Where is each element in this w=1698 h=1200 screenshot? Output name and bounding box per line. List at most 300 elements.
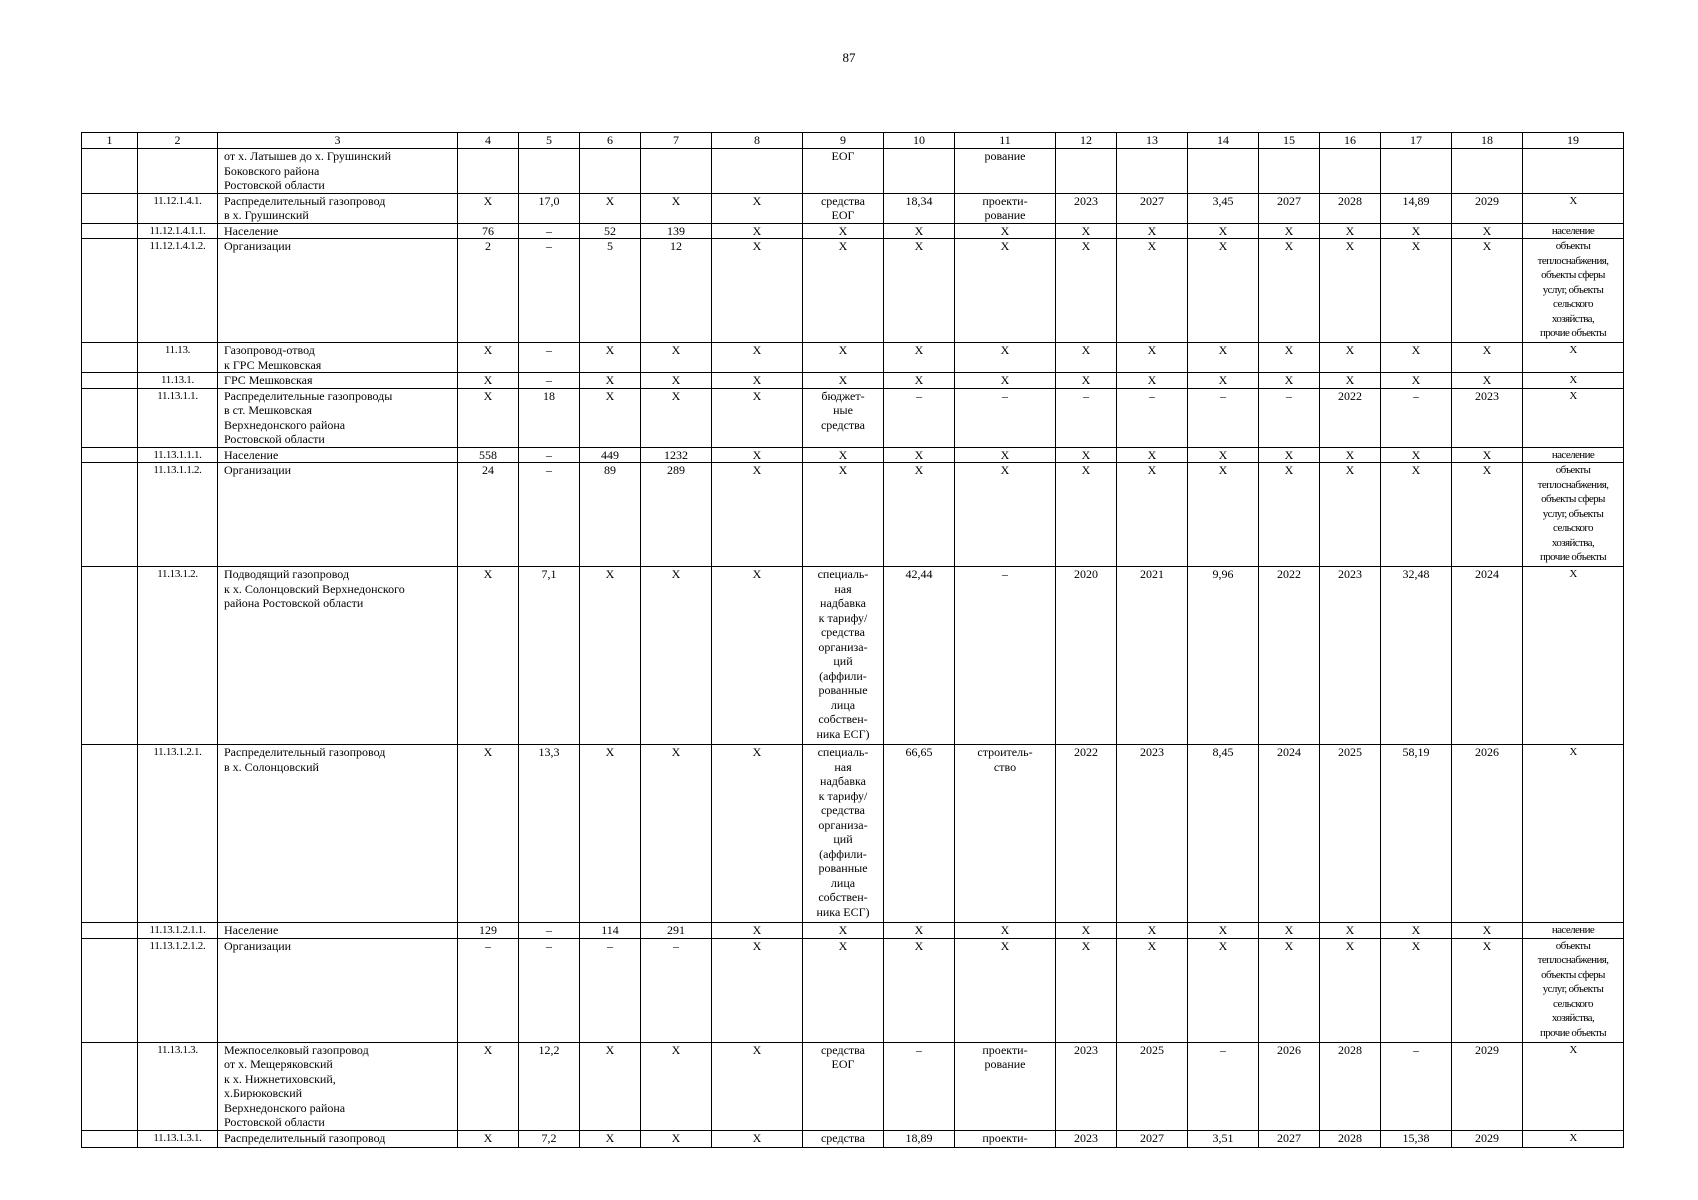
table-cell: X	[580, 1130, 641, 1147]
purpose-cell: население	[1523, 223, 1624, 239]
table-cell: X	[1452, 463, 1523, 567]
table-cell: X	[1188, 447, 1259, 463]
table-cell: 2022	[1259, 567, 1320, 745]
table-cell: –	[519, 463, 580, 567]
table-cell	[82, 343, 138, 373]
table-cell: –	[519, 923, 580, 939]
column-number: 1	[82, 133, 138, 149]
table-cell: X	[580, 567, 641, 745]
table-cell	[82, 149, 138, 194]
table-cell: X	[1259, 223, 1320, 239]
table-cell: –	[519, 938, 580, 1042]
table-cell	[82, 388, 138, 447]
table-row	[82, 149, 1624, 194]
table-cell: 58,19	[1381, 745, 1452, 923]
table-cell: 24	[458, 463, 519, 567]
table-cell: –	[519, 239, 580, 343]
table-cell	[82, 938, 138, 1042]
purpose-cell: X	[1523, 373, 1624, 389]
row-number-cell: 11.13.1.2.1.2.	[138, 938, 218, 1042]
table-cell: 2025	[1117, 1042, 1188, 1130]
table-cell: –	[519, 343, 580, 373]
row-number-cell: 11.13.1.3.1.	[138, 1130, 218, 1147]
object-name-cell: Подводящий газопровод к х. Солонцовский Верхнедонского района Ростовской области	[218, 567, 458, 745]
table-cell: 2020	[1056, 567, 1117, 745]
table-cell: 7,2	[519, 1130, 580, 1147]
table-cell: X	[458, 1130, 519, 1147]
table-cell: 289	[641, 463, 712, 567]
table-cell: X	[641, 343, 712, 373]
table-cell: X	[712, 567, 803, 745]
stage-cell: X	[955, 463, 1056, 567]
table-cell	[82, 447, 138, 463]
table-row	[82, 923, 1624, 939]
table-cell: X	[580, 1042, 641, 1130]
table-cell: X	[641, 1042, 712, 1130]
table-cell: X	[1320, 447, 1381, 463]
funding-source-cell: средства ЕОГ	[803, 1042, 884, 1130]
table-cell: X	[884, 938, 955, 1042]
table-cell: X	[1188, 923, 1259, 939]
table-cell	[1452, 149, 1523, 194]
table-row	[82, 938, 1624, 1042]
table-cell: X	[641, 1130, 712, 1147]
table-cell: X	[884, 447, 955, 463]
table-cell: X	[458, 343, 519, 373]
table-cell	[580, 149, 641, 194]
object-name-cell: Распределительный газопровод в х. Солонцовский	[218, 745, 458, 923]
table-cell: 2023	[1056, 193, 1117, 223]
table-cell: X	[458, 1042, 519, 1130]
table-cell: X	[580, 745, 641, 923]
column-number: 6	[580, 133, 641, 149]
purpose-cell: X	[1523, 1130, 1624, 1147]
table-cell: X	[1381, 463, 1452, 567]
table-cell: X	[1117, 938, 1188, 1042]
table-cell	[82, 1042, 138, 1130]
table-cell	[712, 149, 803, 194]
purpose-cell: объекты теплоснабжения, объекты сферы услуг, объекты сельского хозяйства, прочие объекты	[1523, 239, 1624, 343]
table-cell: X	[1320, 343, 1381, 373]
table-cell: X	[1320, 223, 1381, 239]
stage-cell: –	[955, 567, 1056, 745]
table-cell: 12,2	[519, 1042, 580, 1130]
funding-source-cell: X	[803, 447, 884, 463]
purpose-cell: население	[1523, 447, 1624, 463]
column-number: 8	[712, 133, 803, 149]
table-cell: 449	[580, 447, 641, 463]
page-number: 87	[842, 50, 856, 65]
table-cell: X	[580, 193, 641, 223]
column-number: 9	[803, 133, 884, 149]
table-cell: X	[1381, 239, 1452, 343]
table-cell: X	[712, 745, 803, 923]
funding-source-cell: специаль- ная надбавка к тарифу/ средства организа- ций (аффили- рованные лица собствен- ника ЕСГ)	[803, 567, 884, 745]
table-cell: 2023	[1117, 745, 1188, 923]
table-cell: X	[1056, 239, 1117, 343]
column-number: 13	[1117, 133, 1188, 149]
table-cell: 9,96	[1188, 567, 1259, 745]
table-cell: 558	[458, 447, 519, 463]
table-cell: 2028	[1320, 1042, 1381, 1130]
table-cell: X	[884, 373, 955, 389]
funding-source-cell: специаль- ная надбавка к тарифу/ средства организа- ций (аффили- рованные лица собствен- ника ЕСГ)	[803, 745, 884, 923]
table-cell	[884, 149, 955, 194]
table-cell: X	[884, 223, 955, 239]
table-cell: X	[1381, 343, 1452, 373]
table-cell: X	[641, 388, 712, 447]
table-cell: –	[519, 223, 580, 239]
table-cell: –	[1188, 388, 1259, 447]
stage-cell: проекти- рование	[955, 1042, 1056, 1130]
table-cell: 139	[641, 223, 712, 239]
table-cell: X	[712, 938, 803, 1042]
purpose-cell: X	[1523, 193, 1624, 223]
table-cell: 2029	[1452, 193, 1523, 223]
table-cell: 2027	[1259, 1130, 1320, 1147]
table-row	[82, 193, 1624, 223]
table-cell: 2027	[1117, 1130, 1188, 1147]
table-cell: X	[712, 343, 803, 373]
table-cell: 2028	[1320, 1130, 1381, 1147]
table-cell: 66,65	[884, 745, 955, 923]
table-cell: X	[1188, 373, 1259, 389]
table-cell: X	[458, 388, 519, 447]
table-cell: –	[1259, 388, 1320, 447]
table-cell: 89	[580, 463, 641, 567]
table-cell: X	[1259, 373, 1320, 389]
table-cell	[1381, 149, 1452, 194]
table-cell: 2022	[1320, 388, 1381, 447]
funding-source-cell: X	[803, 923, 884, 939]
purpose-cell: X	[1523, 1042, 1624, 1130]
table-cell	[82, 1130, 138, 1147]
table-cell: 13,3	[519, 745, 580, 923]
row-number-cell: 11.12.1.4.1.2.	[138, 239, 218, 343]
table-cell: X	[458, 745, 519, 923]
table-cell: X	[712, 388, 803, 447]
table-cell: X	[1056, 343, 1117, 373]
table-cell	[458, 149, 519, 194]
table-row	[82, 567, 1624, 745]
table-cell: X	[458, 193, 519, 223]
table-cell: X	[641, 373, 712, 389]
row-number-cell: 11.13.1.2.	[138, 567, 218, 745]
object-name-cell: Газопровод-отвод к ГРС Мешковская	[218, 343, 458, 373]
table-cell	[82, 463, 138, 567]
table-cell	[82, 223, 138, 239]
table-cell: X	[1188, 463, 1259, 567]
table-cell: X	[712, 223, 803, 239]
row-number-cell: 11.13.1.1.2.	[138, 463, 218, 567]
table-cell	[1117, 149, 1188, 194]
table-cell: 1232	[641, 447, 712, 463]
table-cell: X	[641, 745, 712, 923]
table-cell: –	[641, 938, 712, 1042]
purpose-cell: X	[1523, 567, 1624, 745]
row-number-cell: 11.13.1.	[138, 373, 218, 389]
table-cell	[1320, 149, 1381, 194]
row-number-cell: 11.12.1.4.1.	[138, 193, 218, 223]
table-cell: X	[1117, 463, 1188, 567]
table-cell: X	[1056, 373, 1117, 389]
stage-cell: X	[955, 223, 1056, 239]
table-cell: X	[580, 343, 641, 373]
column-number: 15	[1259, 133, 1320, 149]
purpose-cell: население	[1523, 923, 1624, 939]
table-cell: X	[1452, 373, 1523, 389]
table-cell: X	[712, 923, 803, 939]
stage-cell: X	[955, 447, 1056, 463]
column-number: 19	[1523, 133, 1624, 149]
table-cell: X	[712, 463, 803, 567]
table-cell: 2024	[1452, 567, 1523, 745]
row-number-cell: 11.13.1.1.1.	[138, 447, 218, 463]
table-cell: X	[1320, 373, 1381, 389]
object-name-cell: от х. Латышев до х. Грушинский Боковского района Ростовской области	[218, 149, 458, 194]
table-cell: X	[641, 193, 712, 223]
table-row	[82, 388, 1624, 447]
table-cell: X	[1117, 923, 1188, 939]
table-cell: X	[1452, 923, 1523, 939]
funding-source-cell: X	[803, 343, 884, 373]
table-cell: –	[1117, 388, 1188, 447]
column-number: 12	[1056, 133, 1117, 149]
table-row	[82, 447, 1624, 463]
funding-source-cell: X	[803, 373, 884, 389]
table-row	[82, 239, 1624, 343]
table-cell: X	[1117, 373, 1188, 389]
object-name-cell: Население	[218, 447, 458, 463]
row-number-cell	[138, 149, 218, 194]
table-cell: 2027	[1259, 193, 1320, 223]
table-cell: X	[1320, 463, 1381, 567]
column-number: 3	[218, 133, 458, 149]
object-name-cell: Распределительный газопровод в х. Грушинский	[218, 193, 458, 223]
column-number: 2	[138, 133, 218, 149]
funding-source-cell: X	[803, 463, 884, 567]
table-cell: –	[519, 447, 580, 463]
table-cell: X	[1320, 923, 1381, 939]
table-cell: X	[1452, 343, 1523, 373]
table-cell: X	[1381, 373, 1452, 389]
table-cell: 2	[458, 239, 519, 343]
object-name-cell: Организации	[218, 463, 458, 567]
table-cell: 2026	[1452, 745, 1523, 923]
table-cell: 15,38	[1381, 1130, 1452, 1147]
column-number: 16	[1320, 133, 1381, 149]
table-cell: X	[580, 373, 641, 389]
table-cell	[82, 745, 138, 923]
table-cell	[82, 567, 138, 745]
table-cell	[1056, 149, 1117, 194]
table-cell	[1188, 149, 1259, 194]
column-number: 7	[641, 133, 712, 149]
data-table	[81, 132, 1624, 1148]
table-cell: 3,45	[1188, 193, 1259, 223]
table-cell: –	[580, 938, 641, 1042]
table-cell: X	[1117, 223, 1188, 239]
table-cell: 2026	[1259, 1042, 1320, 1130]
table-cell: X	[1381, 447, 1452, 463]
object-name-cell: Население	[218, 923, 458, 939]
stage-cell: рование	[955, 149, 1056, 194]
table-cell: X	[1188, 239, 1259, 343]
table-cell: X	[1117, 343, 1188, 373]
purpose-cell: X	[1523, 388, 1624, 447]
table-cell: 17,0	[519, 193, 580, 223]
table-cell: X	[712, 373, 803, 389]
purpose-cell: X	[1523, 343, 1624, 373]
table-cell	[641, 149, 712, 194]
table-cell: 5	[580, 239, 641, 343]
table-cell: 2027	[1117, 193, 1188, 223]
stage-cell: проекти- рование	[955, 193, 1056, 223]
table-cell: X	[458, 373, 519, 389]
funding-source-cell: средства	[803, 1130, 884, 1147]
table-cell: X	[1381, 223, 1452, 239]
column-number: 10	[884, 133, 955, 149]
funding-source-cell: средства ЕОГ	[803, 193, 884, 223]
table-cell: X	[884, 463, 955, 567]
table-cell: 18,89	[884, 1130, 955, 1147]
table-cell: 2023	[1056, 1130, 1117, 1147]
table-cell: 2023	[1320, 567, 1381, 745]
table-cell: X	[1259, 343, 1320, 373]
row-number-cell: 11.13.1.2.1.1.	[138, 923, 218, 939]
table-cell: –	[1056, 388, 1117, 447]
table-cell: X	[1381, 938, 1452, 1042]
column-number: 17	[1381, 133, 1452, 149]
row-number-cell: 11.13.1.1.	[138, 388, 218, 447]
table-cell: 52	[580, 223, 641, 239]
table-cell: 14,89	[1381, 193, 1452, 223]
table-cell	[82, 239, 138, 343]
table-body	[82, 133, 1624, 1148]
funding-source-cell: X	[803, 239, 884, 343]
table-cell: 7,1	[519, 567, 580, 745]
purpose-cell: объекты теплоснабжения, объекты сферы услуг, объекты сельского хозяйства, прочие объекты	[1523, 938, 1624, 1042]
table-cell: –	[884, 1042, 955, 1130]
object-name-cell: Распределительный газопровод	[218, 1130, 458, 1147]
stage-cell: X	[955, 373, 1056, 389]
table-cell: X	[1188, 938, 1259, 1042]
column-number: 14	[1188, 133, 1259, 149]
stage-cell: X	[955, 343, 1056, 373]
object-name-cell: Распределительные газопроводы в ст. Мешковская Верхнедонского района Ростовской области	[218, 388, 458, 447]
object-name-cell: ГРС Мешковская	[218, 373, 458, 389]
table-cell: 32,48	[1381, 567, 1452, 745]
stage-cell: проекти-	[955, 1130, 1056, 1147]
table-cell: 114	[580, 923, 641, 939]
funding-source-cell: ЕОГ	[803, 149, 884, 194]
table-cell: X	[1117, 239, 1188, 343]
table-cell	[82, 923, 138, 939]
table-cell: 291	[641, 923, 712, 939]
stage-cell: –	[955, 388, 1056, 447]
table-cell: X	[641, 567, 712, 745]
table-cell: X	[1188, 223, 1259, 239]
table-cell: X	[1056, 463, 1117, 567]
column-number: 11	[955, 133, 1056, 149]
table-cell: –	[1188, 1042, 1259, 1130]
table-cell: 76	[458, 223, 519, 239]
table-row	[82, 1130, 1624, 1147]
table-cell: 3,51	[1188, 1130, 1259, 1147]
table-cell: X	[884, 923, 955, 939]
table-cell: X	[1320, 938, 1381, 1042]
table-cell: X	[712, 1042, 803, 1130]
table-cell	[1259, 149, 1320, 194]
table-cell: X	[1259, 447, 1320, 463]
funding-source-cell: X	[803, 223, 884, 239]
table-cell: 18,34	[884, 193, 955, 223]
table-cell: –	[458, 938, 519, 1042]
table-cell: X	[712, 193, 803, 223]
table-cell: –	[519, 373, 580, 389]
table-cell: X	[1452, 938, 1523, 1042]
table-cell: 42,44	[884, 567, 955, 745]
table-cell: –	[1381, 388, 1452, 447]
table-cell: 2025	[1320, 745, 1381, 923]
table-cell: X	[884, 343, 955, 373]
object-name-cell: Население	[218, 223, 458, 239]
table-cell: X	[1320, 239, 1381, 343]
table-row	[82, 373, 1624, 389]
row-number-cell: 11.13.1.3.	[138, 1042, 218, 1130]
table-cell: X	[1117, 447, 1188, 463]
table-cell: X	[1381, 923, 1452, 939]
table-cell: 2023	[1452, 388, 1523, 447]
table-row	[82, 343, 1624, 373]
column-number-row	[82, 133, 1624, 149]
row-number-cell: 11.13.	[138, 343, 218, 373]
table-cell: X	[712, 1130, 803, 1147]
table-cell: 12	[641, 239, 712, 343]
table-row	[82, 463, 1624, 567]
column-number: 18	[1452, 133, 1523, 149]
table-cell: X	[1259, 239, 1320, 343]
table-cell: 2023	[1056, 1042, 1117, 1130]
table-cell: 2029	[1452, 1130, 1523, 1147]
table-row	[82, 745, 1624, 923]
object-name-cell: Межпоселковый газопровод от х. Мещеряковский к х. Нижнетиховский, х.Бирюковский Верхнедонского района Ростовской области	[218, 1042, 458, 1130]
table-cell: X	[1056, 447, 1117, 463]
column-number: 5	[519, 133, 580, 149]
table-cell: 129	[458, 923, 519, 939]
table-cell	[82, 373, 138, 389]
table-cell: X	[1452, 223, 1523, 239]
table-cell: 2029	[1452, 1042, 1523, 1130]
table-cell: X	[1259, 463, 1320, 567]
stage-cell: X	[955, 239, 1056, 343]
stage-cell: строитель- ство	[955, 745, 1056, 923]
object-name-cell: Организации	[218, 938, 458, 1042]
row-number-cell: 11.13.1.2.1.	[138, 745, 218, 923]
table-cell: X	[1259, 938, 1320, 1042]
table-cell: X	[712, 447, 803, 463]
purpose-cell	[1523, 149, 1624, 194]
column-number: 4	[458, 133, 519, 149]
table-cell	[519, 149, 580, 194]
table-cell: X	[1056, 923, 1117, 939]
table-cell: X	[1056, 938, 1117, 1042]
row-number-cell: 11.12.1.4.1.1.	[138, 223, 218, 239]
table-cell: 2028	[1320, 193, 1381, 223]
table-cell: 2021	[1117, 567, 1188, 745]
table-cell: 2024	[1259, 745, 1320, 923]
table-cell: 8,45	[1188, 745, 1259, 923]
